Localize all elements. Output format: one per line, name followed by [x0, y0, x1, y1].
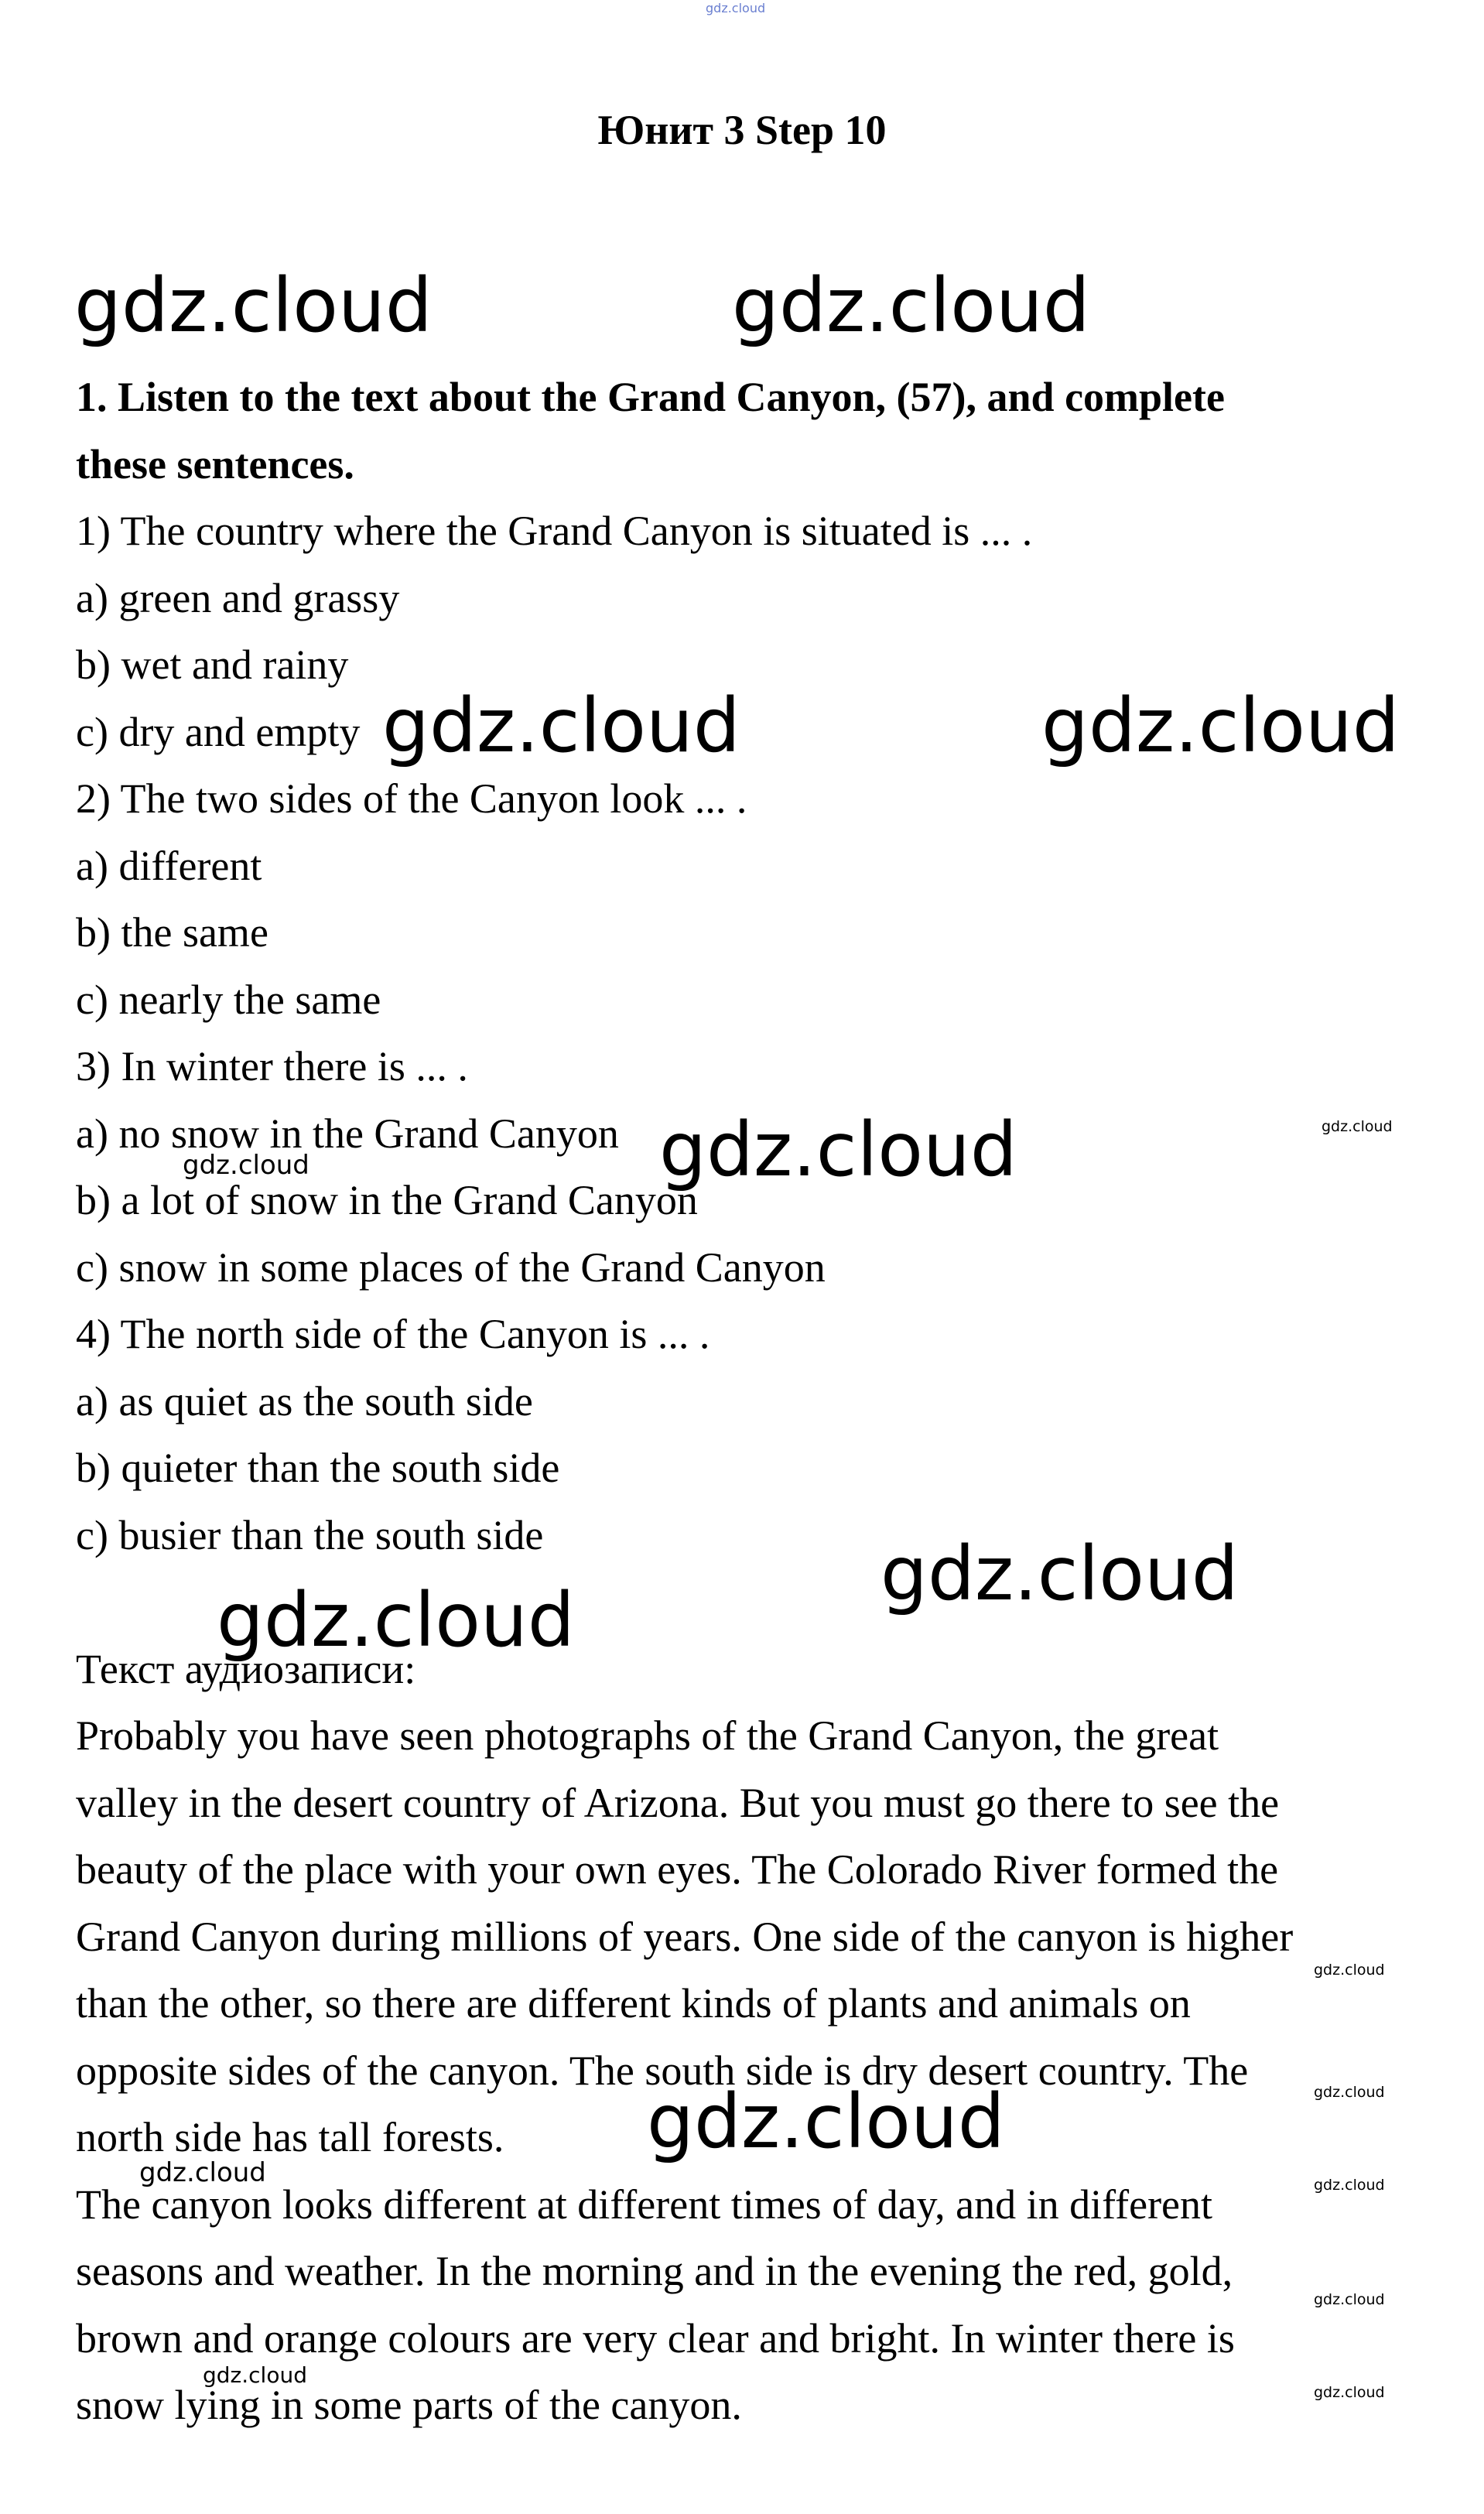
watermark: gdz.cloud: [382, 682, 740, 769]
watermark-small: gdz.cloud: [139, 2157, 266, 2188]
watermark-top: gdz.cloud: [706, 1, 766, 15]
question-1-option-a: a) green and grassy: [76, 574, 400, 621]
transcript-line: The canyon looks different at different times of day, and in different: [76, 2181, 1213, 2228]
watermark-small: gdz.cloud: [203, 2362, 307, 2388]
transcript-line: beauty of the place with your own eyes. The Colorado River formed the: [76, 1846, 1279, 1893]
question-1-option-b: b) wet and rainy: [76, 641, 349, 688]
watermark-tiny: gdz.cloud: [1314, 2177, 1385, 2194]
watermark: gdz.cloud: [732, 262, 1090, 349]
question-2-option-c: c) nearly the same: [76, 976, 381, 1023]
transcript-line: valley in the desert country of Arizona. But you must go there to see the: [76, 1779, 1280, 1826]
watermark-tiny: gdz.cloud: [1314, 2291, 1385, 2308]
question-2-option-a: a) different: [76, 842, 262, 889]
question-3-option-c: c) snow in some places of the Grand Canyon: [76, 1243, 826, 1291]
question-2-option-b: b) the same: [76, 909, 268, 956]
question-4-option-b: b) quieter than the south side: [76, 1445, 560, 1491]
task-heading-line-2: these sentences.: [76, 440, 354, 487]
task-heading-line-1: 1. Listen to the text about the Grand Canyon, (57), and complete: [76, 374, 1225, 420]
transcript-line: snow lying in some parts of the canyon.: [76, 2382, 742, 2428]
watermark: gdz.cloud: [647, 2078, 1005, 2165]
transcript-line: brown and orange colours are very clear and bright. In winter there is: [76, 2314, 1235, 2362]
question-4-option-c: c) busier than the south side: [76, 1511, 544, 1558]
transcript-label: Текст аудиозаписи:: [76, 1645, 416, 1692]
transcript-line: than the other, so there are different kinds of plants and animals on: [76, 1980, 1191, 2027]
transcript-line: Grand Canyon during millions of years. One side of the canyon is higher: [76, 1913, 1294, 1960]
watermark-tiny: gdz.cloud: [1314, 2384, 1385, 2401]
question-1-prompt: 1) The country where the Grand Canyon is situated is ... .: [76, 508, 1033, 554]
watermark-tiny: gdz.cloud: [1314, 2084, 1385, 2101]
transcript-line: seasons and weather. In the morning and in the evening the red, gold,: [76, 2248, 1233, 2294]
question-2-prompt: 2) The two sides of the Canyon look ... .: [76, 775, 747, 822]
transcript-line: Probably you have seen photographs of the Grand Canyon, the great: [76, 1712, 1219, 1759]
watermark: gdz.cloud: [1041, 682, 1400, 769]
question-3-option-a: a) no snow in the Grand Canyon: [76, 1110, 619, 1157]
question-4-prompt: 4) The north side of the Canyon is ... .: [76, 1311, 710, 1357]
question-3-prompt: 3) In winter there is ... .: [76, 1043, 468, 1089]
question-1-option-c: c) dry and empty: [76, 708, 361, 755]
watermark: gdz.cloud: [659, 1107, 1017, 1193]
watermark-tiny: gdz.cloud: [1314, 1962, 1385, 1979]
transcript-line: opposite sides of the canyon. The south side is dry desert country. The: [76, 2047, 1249, 2094]
watermark: gdz.cloud: [217, 1577, 575, 1664]
watermark-small: gdz.cloud: [183, 1150, 309, 1181]
question-4-option-a: a) as quiet as the south side: [76, 1377, 533, 1425]
watermark: gdz.cloud: [880, 1531, 1239, 1617]
watermark-tiny: gdz.cloud: [1322, 1118, 1393, 1135]
transcript-line: north side has tall forests.: [76, 2114, 504, 2160]
question-3-option-b: b) a lot of snow in the Grand Canyon: [76, 1177, 698, 1223]
page-title: Юнит 3 Step 10: [597, 107, 887, 153]
watermark: gdz.cloud: [74, 262, 433, 349]
